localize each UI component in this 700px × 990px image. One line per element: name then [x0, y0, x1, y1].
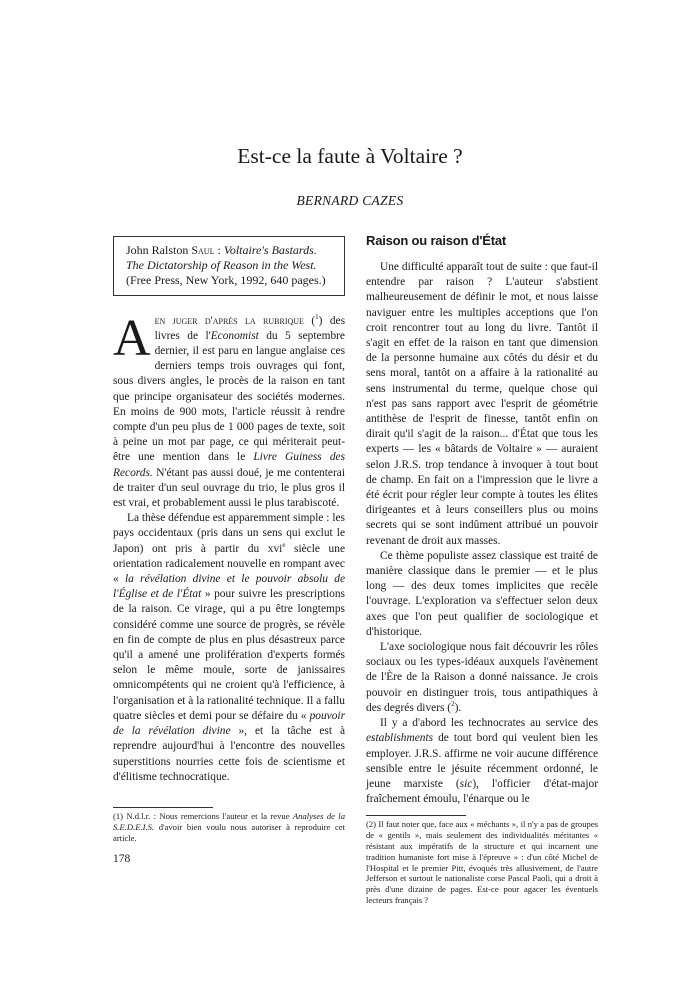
fn1-text-b: d'avoir bien voulu nous autoriser à reproduire cet article.	[113, 821, 345, 843]
p2-quote-1: la révélation divine et le pouvoir absolu de l'Église et de l'État	[113, 573, 345, 601]
footnote-ref-1: 1	[315, 312, 319, 321]
reference-book-title: Voltaire's Bastards. The Dictatorship of Reason in the West.	[126, 243, 317, 273]
right-column	[366, 233, 598, 906]
p6-text-a: Il y a d'abord les technocrates au service des	[380, 717, 598, 730]
p2-text-c: » pour suivre les prescriptions de la raison. Ce virage, qui a pu être longtemps considéré comme une source de progrès, se révèle en fin de compte de plus en plus désastreux parce qu'il a amené une prolifération d'experts formés selon le même moule, sorte de janissaires omnicompétents qui ne croient qu'à l'efficience, à l'organisation et à la rationalité technique. Il a fallu quatre siècles et demi pour se défaire du «	[113, 588, 345, 722]
right-body-text	[366, 260, 598, 807]
reference-author-first: John Ralston	[126, 243, 192, 257]
p5-text-a: L'axe sociologique nous fait découvrir les rôles sociaux ou les types-idéaux auxquels l'avènement de l'Ère de la Raison a donné naissance. Je crois pouvoir en distinguer trois, tous antipathiques à des degrés divers (	[366, 641, 598, 714]
left-body-text	[113, 309, 346, 785]
section-heading: Raison ou raison d'État	[366, 233, 507, 248]
p6-sic: sic	[459, 777, 473, 790]
p1-opening: en juger d'après la rubrique (	[154, 314, 316, 327]
p1-guiness: Livre Guiness des Records.	[113, 451, 346, 479]
right-footnotes	[366, 815, 598, 905]
reference-publisher: (Free Press, New York, 1992, 640 pages.)	[126, 273, 326, 288]
p2-text-d: », et la tâche est à reprendre aujourd'hui à l'encontre des nouvelles superstitions nourries cette fois de scientisme et d'élitisme technocratique.	[113, 725, 345, 783]
paragraph-6	[366, 716, 598, 807]
footnote-divider-left	[113, 807, 213, 808]
fn1-text-a: (1) N.d.l.r. : Nous remercions l'auteur et la revue	[113, 811, 293, 821]
paragraph-5	[366, 640, 598, 716]
footnote-ref-2: 2	[451, 700, 455, 709]
book-reference-box	[113, 236, 345, 296]
left-column	[113, 233, 345, 785]
fn1-journal: Analyses de la S.E.D.E.I.S.	[113, 811, 345, 832]
p5-text-b: ).	[454, 701, 462, 714]
footnote-1	[113, 811, 345, 843]
p2-text-a: La thèse défendue est apparemment simple : les pays occidentaux (pris dans un sens qui exclut le Japon) ont pris à partir du xvi	[113, 512, 345, 555]
paragraph-3: Une difficulté apparaît tout de suite : que faut-il entendre par raison ? L'auteur s'abstient malheureusement de définir le mot, et nous laisse naviguer entre les multiples acceptions que l'on croit rencontrer tout au long du livre. Tantôt il s'agit en effet de la raison en tant que dimension de la personne humaine aux côtés du désir et du sens moral, tantôt on a affaire à la rationalité au sens instrumental du terme, quelque chose qui n'est pas sans rapport avec l'esprit de géométrie antithèse de l'esprit de finesse, tantôt enfin on dirait qu'il s'agit de la raison... d'État que tous les experts — les « bâtards de Voltaire » — auraient selon J.R.S. trop tendance à invoquer à tout bout de champ. En fait on a l'impression que le livre a été écrit pour régler leur compte à toutes les élites dirigeantes et à leurs conseillers plus ou moins secrets qui se sont indûment attribué un pouvoir revenant de droit aux masses.	[366, 261, 598, 547]
p2-text-b: siècle une orientation radicalement nouvelle en rompant avec «	[113, 542, 346, 586]
paragraph-2	[113, 511, 345, 785]
p6-text-b: de tout bord qui veulent bien les employer. J.R.S. affirme ne voir aucune différence sensible entre le jésuite récemment ordonné, le jeune marxiste (	[366, 732, 598, 790]
reference-author-last: Saul	[191, 243, 215, 257]
p1-text-c: du 5 septembre dernier, il est paru en langue anglaise ces derniers temps trois ouvrages qui font, sous divers angles, le procès de la raison en tant que principe organisateur des sociétés modernes. En moins de 900 mots, l'article réussit à rendre compte d'un peu plus de 1 000 pages de texte, soit à peine un mot par page, ce qui mériterait peut-être une mention dans le	[113, 329, 345, 464]
p1-text-b: ) des livres de l'	[154, 314, 346, 342]
p2-quote-2: pouvoir de la révélation divine	[113, 709, 345, 738]
paragraph-1	[113, 309, 346, 512]
left-footnotes	[113, 807, 345, 843]
p1-economist: Economist	[210, 329, 259, 342]
p6-establishments: establishments	[366, 732, 434, 745]
p1-text-d: N'étant pas aussi doué, je me contenterai de traiter d'un seul ouvrage du trio, le plus gros il est vrai, et probablement aussi le plus tarabiscoté.	[113, 466, 345, 510]
footnote-divider-right	[366, 815, 466, 816]
footnote-2: (2) Il faut noter que, face aux « méchants », il n'y a pas de groupes de « gentils », mais seulement des individualités méritantes « résistant aux impératifs de la structure et qui incarnent une tradition humaniste fort mise à l'épreuve » : d'un côté Michel de l'Hospital et le premier Pitt, évoqués très allusivement, de l'autre Jefferson et surtout le nationaliste corse Pascal Paoli, qui a droit à près d'une dizaine de pages. Est-ce pour agacer les éventuels lecteurs français ?	[366, 819, 598, 905]
paragraph-4: Ce thème populiste assez classique est traité de manière classique dans le premier — et le plus long — des deux tomes implicites que recèle l'ouvrage. L'exploration va s'effectuer selon deux axes que l'on peut qualifier de sociologique et d'historique.	[366, 549, 598, 638]
article-title: Est-ce la faute à Voltaire ?	[237, 144, 463, 168]
article-author: BERNARD CAZES	[296, 193, 404, 208]
p2-century-sup: e	[282, 540, 286, 549]
drop-cap: A	[113, 309, 151, 367]
reference-separator: :	[214, 243, 224, 257]
page-number: 178	[113, 853, 131, 865]
p6-text-c: ), l'officier d'état-major fraîchement émoulu, l'énarque ou le	[366, 777, 598, 806]
